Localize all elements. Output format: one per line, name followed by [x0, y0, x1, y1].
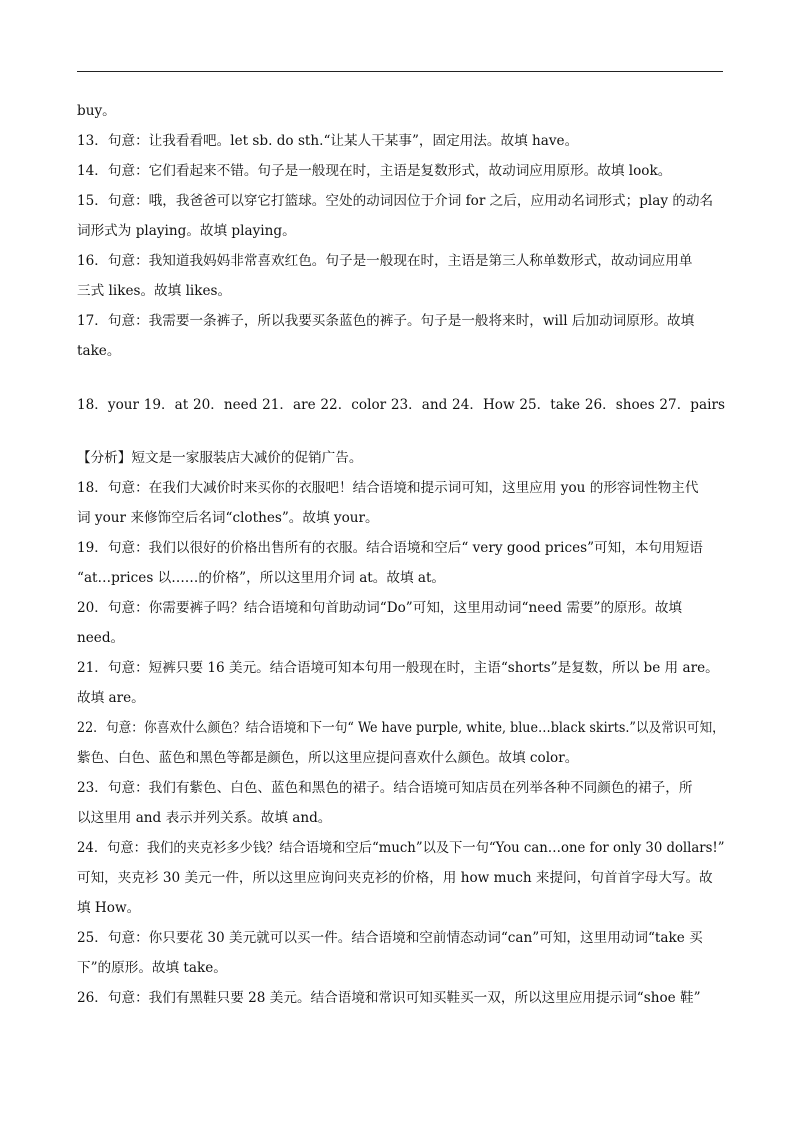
- text-line: 13．句意：让我看看吧。let sb. do sth.“让某人干某事”，固定用法。故填 have。: [77, 133, 579, 149]
- answer-key-row: [77, 390, 725, 420]
- text-line: 18．句意：在我们大减价时来买你的衣服吧！结合语境和提示词可知，这里应用 you 的形容词性物主代: [77, 480, 699, 496]
- text-line: buy。: [77, 103, 116, 119]
- text-line: 15．句意：哦，我爸爸可以穿它打篮球。空处的动词因位于介词 for 之后，应用动名词形式；play 的动名: [77, 193, 714, 209]
- text-line: 词 your 来修饰空后名词“clothes”。故填 your。: [77, 510, 379, 526]
- answer-item: 25．take: [519, 397, 581, 413]
- header-rule: [77, 71, 723, 72]
- text-line: 24．句意：我们的夹克衫多少钱？结合语境和空后“much”以及下一句“You can…one for only 30 dollars!”: [77, 840, 725, 856]
- text-line: 25．句意：你只要花 30 美元就可以买一件。结合语境和空前情态动词“can”可知，这里用动词“take 买: [77, 930, 703, 946]
- answer-item: 18．your: [77, 397, 140, 413]
- text-line: 21．句意：短裤只要 16 美元。结合语境可知本句用一般现在时，主语“shorts”是复数，所以 be 用 are。: [77, 660, 719, 676]
- text-line: need。: [77, 630, 125, 646]
- answer-item: 27．pairs: [659, 397, 725, 413]
- answer-item: 26．shoes: [584, 397, 655, 413]
- text-line: “at…prices 以……的价格”，所以这里用介词 at。故填 at。: [77, 570, 446, 586]
- text-line: 19．句意：我们以很好的价格出售所有的衣服。结合语境和空后“ very good prices”可知，本句用短语: [77, 540, 703, 556]
- document-body: [77, 96, 725, 1013]
- text-line: 26．句意：我们有黑鞋只要 28 美元。结合语境和常识可知买鞋买一双，所以这里应用提示词“shoe 鞋”: [77, 990, 701, 1006]
- text-line: 22．句意：你喜欢什么颜色？结合语境和下一句“ We have purple, white, blue…black skirts.”以及常识可知，: [77, 720, 725, 736]
- answer-item: 19．at: [143, 397, 189, 413]
- text-line: 16．句意：我知道我妈妈非常喜欢红色。句子是一般现在时，主语是第三人称单数形式，故动词应用单: [77, 253, 693, 269]
- text-line: take。: [77, 343, 121, 359]
- text-line: 14．句意：它们看起来不错。句子是一般现在时，主语是复数形式，故动词应用原形。故填 look。: [77, 163, 672, 179]
- text-line: 紫色、白色、蓝色和黑色等都是颜色，所以这里应提问喜欢什么颜色。故填 color。: [77, 750, 579, 766]
- text-line: 词形式为 playing。故填 playing。: [77, 223, 296, 239]
- text-line: 20．句意：你需要裤子吗？结合语境和句首助动词“Do”可知，这里用动词“need 需要”的原形。故填: [77, 600, 683, 616]
- text-line: 17．句意：我需要一条裤子，所以我要买条蓝色的裤子。句子是一般将来时，will 后加动词原形。故填: [77, 313, 695, 329]
- text-line: 下”的原形。故填 take。: [77, 960, 227, 976]
- answer-item: 20．need: [192, 397, 258, 413]
- text-line: 23．句意：我们有紫色、白色、蓝色和黑色的裙子。结合语境可知店员在列举各种不同颜色的裙子，所: [77, 780, 693, 796]
- text-line: 填 How。: [77, 900, 141, 916]
- text-line: 三式 likes。故填 likes。: [77, 283, 232, 299]
- text-line: 以这里用 and 表示并列关系。故填 and。: [77, 810, 332, 826]
- text-line: 可知，夹克衫 30 美元一件，所以这里应询问夹克衫的价格，用 how much 来提问，句首首字母大写。故: [77, 870, 713, 886]
- answer-item: 23．and: [390, 397, 448, 413]
- answer-item: 21．are: [262, 397, 316, 413]
- answer-item: 24．How: [452, 397, 515, 413]
- text-line: 故填 are。: [77, 690, 145, 706]
- analysis-heading: 【分析】短文是一家服装店大减价的促销广告。: [77, 450, 363, 466]
- answer-item: 22．color: [320, 397, 387, 413]
